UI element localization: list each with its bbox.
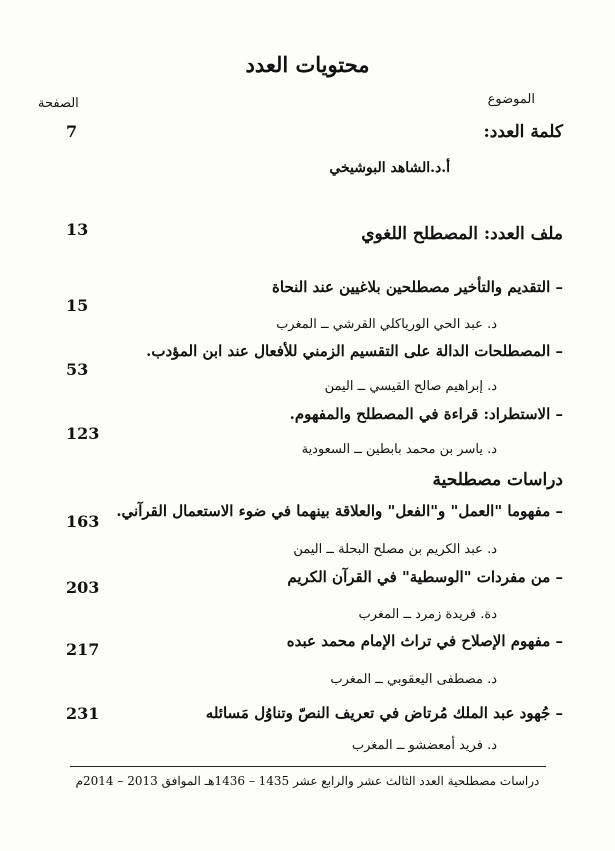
footer-rule xyxy=(70,766,546,767)
article-title: – جُهود عبد الملك مُرتاض في تعريف النصّ وتناوُل مَسائله xyxy=(205,704,563,722)
page-number: 7 xyxy=(66,122,78,141)
author: دة. فريدة زمرد ــ المغرب xyxy=(358,607,497,622)
article-title: – مفهوم الإصلاح في تراث الإمام محمد عبده xyxy=(286,632,563,650)
author: د. إبراهيم صالح القيسي ــ اليمن xyxy=(324,379,497,394)
footer: دراسات مصطلحية العدد الثالث عشر والرابع عشر 1435 – 1436هـ الموافق 2013 – 2014م xyxy=(75,774,540,788)
page-number: 15 xyxy=(66,296,89,315)
article-title: – المصطلحات الدالة على التقسيم الزمني للأفعال عند ابن المؤدب. xyxy=(146,342,563,360)
author: د. عبد الحي الورياكلي القرشي ــ المغرب xyxy=(276,317,497,332)
page-title: محتويات العدد xyxy=(245,52,370,77)
column-header-topic: الموضوع xyxy=(487,92,535,107)
section-heading-studies: دراسات مصطلحية xyxy=(432,470,563,490)
author: أ.د.الشاهد البوشيخي xyxy=(329,160,450,176)
article-title: – الاستطراد: قراءة في المصطلح والمفهوم. xyxy=(289,405,563,423)
article-title: – من مفردات "الوسطية" في القرآن الكريم xyxy=(287,568,563,586)
section-heading-dossier: ملف العدد: المصطلح اللغوي xyxy=(361,224,563,244)
page-number: 13 xyxy=(66,220,89,239)
page-number: 163 xyxy=(66,512,100,531)
page-number: 203 xyxy=(66,578,100,597)
author: د. عبد الكريم بن مصلح البحلة ــ اليمن xyxy=(293,542,497,557)
author: د. مصطفى اليعقوبي ــ المغرب xyxy=(330,672,497,687)
page-number: 123 xyxy=(66,424,100,443)
article-title: – التقديم والتأخير مصطلحين بلاغيين عند النحاة xyxy=(272,278,563,296)
column-header-page: الصفحة xyxy=(38,96,79,111)
author: د. ياسر بن محمد بابطين ــ السعودية xyxy=(301,442,497,457)
section-heading-editorial: كلمة العدد: xyxy=(483,122,563,142)
page-number: 53 xyxy=(66,360,89,379)
page-number: 231 xyxy=(66,704,100,723)
article-title: – مفهوما "العمل" و"الفعل" والعلاقة بينهما في ضوء الاستعمال القرآني. xyxy=(116,502,563,520)
page-number: 217 xyxy=(66,640,100,659)
author: د. فريد أمعضشو ــ المغرب xyxy=(351,738,497,753)
